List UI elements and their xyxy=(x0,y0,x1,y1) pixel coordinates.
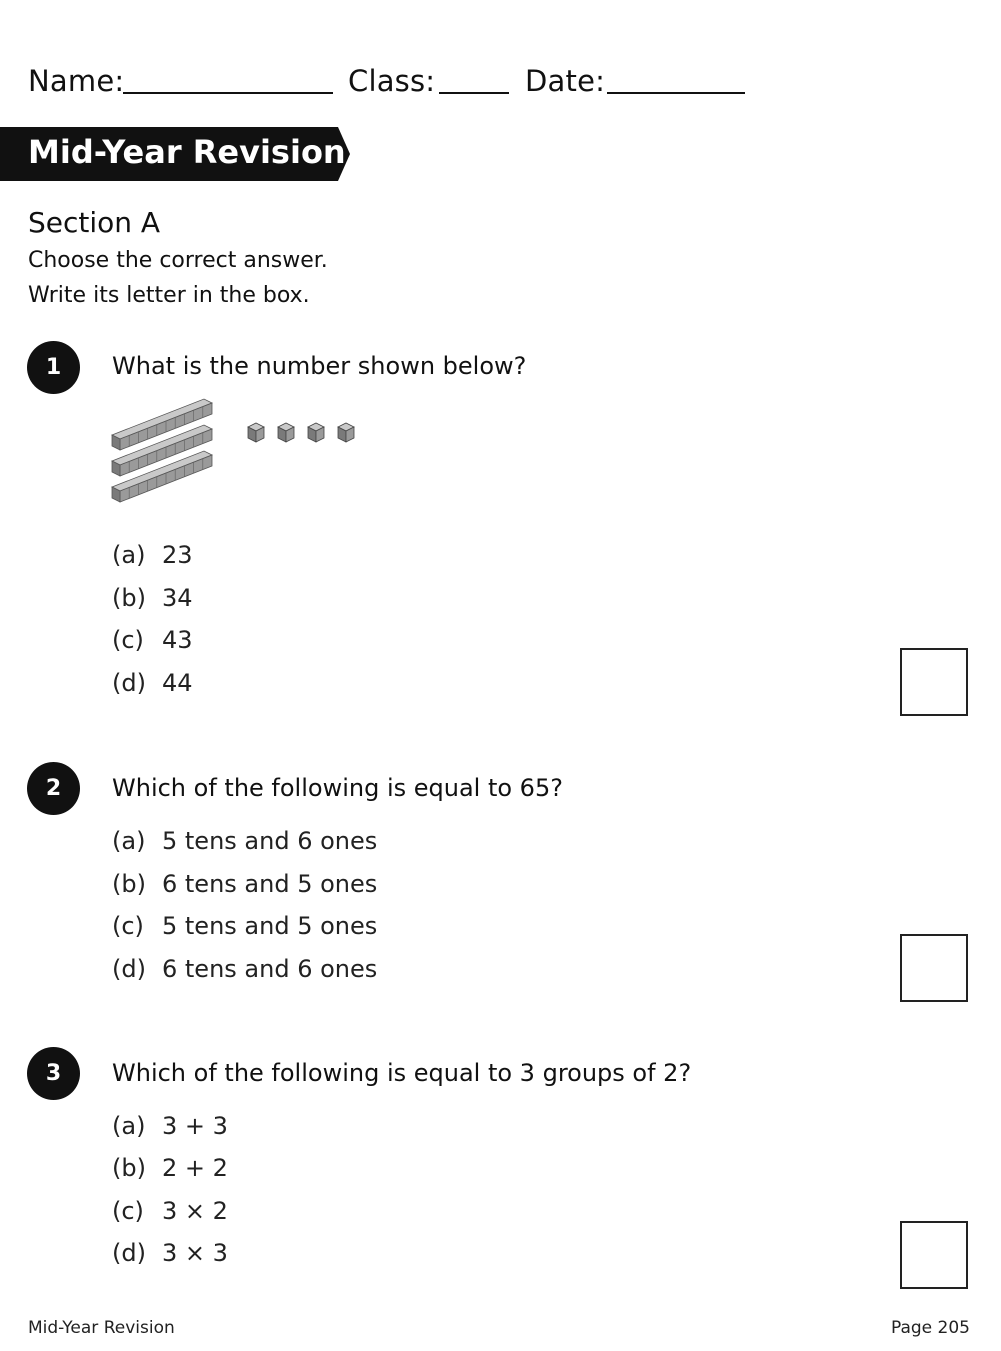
option-text: 5 tens and 5 ones xyxy=(162,912,378,940)
option-letter: (a) xyxy=(112,827,146,855)
option-text: 6 tens and 6 ones xyxy=(162,955,378,983)
class-label: Class: xyxy=(348,64,436,98)
footer-title: Mid-Year Revision xyxy=(28,1318,175,1338)
question-text: Which of the following is equal to 3 groups of 2? xyxy=(112,1059,692,1087)
option-letter: (c) xyxy=(112,626,144,654)
option-letter: (d) xyxy=(112,669,146,697)
base-ten-blocks-figure xyxy=(108,396,368,516)
option-text: 3 × 3 xyxy=(162,1239,228,1267)
option-text: 34 xyxy=(162,584,193,612)
ones-cube xyxy=(278,423,294,442)
option-text: 3 × 2 xyxy=(162,1197,228,1225)
question-text: What is the number shown below? xyxy=(112,352,527,380)
name-field[interactable] xyxy=(123,92,333,94)
question-text: Which of the following is equal to 65? xyxy=(112,774,563,802)
option-text: 23 xyxy=(162,541,193,569)
instruction-line-1: Choose the correct answer. xyxy=(28,248,328,273)
option-letter: (a) xyxy=(112,541,146,569)
class-field[interactable] xyxy=(439,92,509,94)
option-letter: (b) xyxy=(112,870,146,898)
option-text: 44 xyxy=(162,669,193,697)
option-text: 5 tens and 6 ones xyxy=(162,827,378,855)
page-number: Page 205 xyxy=(890,1318,970,1338)
date-field[interactable] xyxy=(607,92,745,94)
question-number-badge: 2 xyxy=(27,762,80,815)
name-label: Name: xyxy=(28,64,125,98)
option-letter: (a) xyxy=(112,1112,146,1140)
option-letter: (b) xyxy=(112,1154,146,1182)
question-number-badge: 3 xyxy=(27,1047,80,1100)
instruction-line-2: Write its letter in the box. xyxy=(28,283,310,308)
option-text: 43 xyxy=(162,626,193,654)
option-letter: (b) xyxy=(112,584,146,612)
option-text: 6 tens and 5 ones xyxy=(162,870,378,898)
answer-box-q3[interactable] xyxy=(900,1221,968,1289)
option-text: 3 + 3 xyxy=(162,1112,228,1140)
section-title: Section A xyxy=(28,206,161,239)
option-letter: (c) xyxy=(112,912,144,940)
ones-cube xyxy=(308,423,324,442)
answer-box-q2[interactable] xyxy=(900,934,968,1002)
answer-box-q1[interactable] xyxy=(900,648,968,716)
option-letter: (d) xyxy=(112,955,146,983)
option-text: 2 + 2 xyxy=(162,1154,228,1182)
page-title: Mid-Year Revision xyxy=(28,133,346,171)
option-letter: (d) xyxy=(112,1239,146,1267)
ones-cube xyxy=(248,423,264,442)
ones-cube xyxy=(338,423,354,442)
date-label: Date: xyxy=(525,64,606,98)
question-number-badge: 1 xyxy=(27,341,80,394)
option-letter: (c) xyxy=(112,1197,144,1225)
